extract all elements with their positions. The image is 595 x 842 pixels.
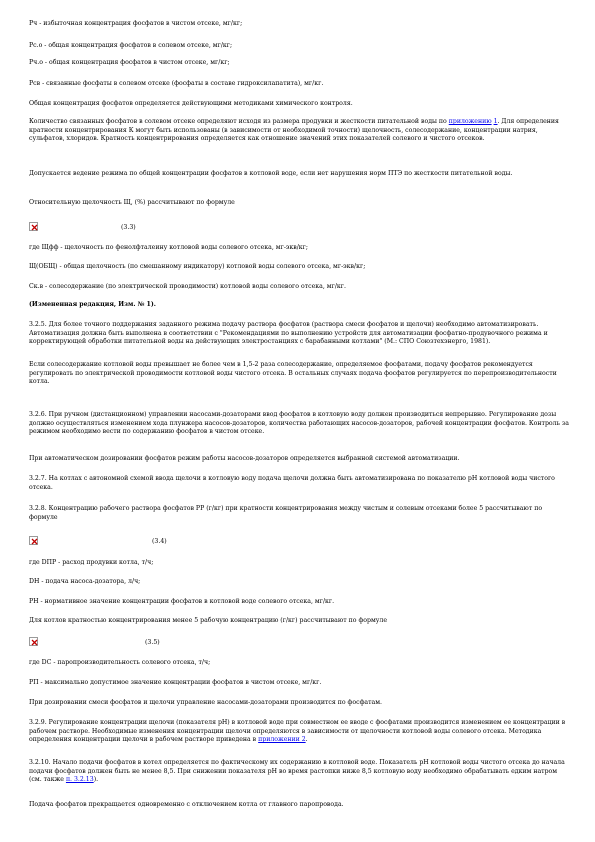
paragraph-p23: где DС - паропроизводительность солевого отсека, т/ч; (29, 659, 211, 666)
link-appendix-2[interactable]: приложении 2 (258, 736, 306, 743)
p27-text-a: 3.2.10. Начало подачи фосфатов в котел определяется по фактическому их содержанию в котловой воде. Показатель рН котловой воды чистого отсека до начала подачи фосфатов должен быть не менее 8,5. При снижении показателя рН во время растопки ниже 8,5 котловую воду необходимо обрабатывать едким натром (см. также (29, 759, 565, 783)
paragraph-p15: 3.2.6. При ручном (дистанционном) управлении насосами-дозаторами ввод фосфатов в котловую воду должен производиться непрерывно. Регулирование дозы должно осуществляться изменением хода плунжера насосов-дозаторов, количества работающих насосов-дозаторов, рабочей концентрации фосфатов. Контроль за режимом необходимо вести по содержанию фосфатов в чистом отсеке. (29, 411, 569, 435)
p6-text-a: Количество связанных фосфатов в солевом отсеке определяют исходя из размера продувки и жесткости питательной воды по (29, 118, 449, 125)
paragraph-p25: При дозировании смеси фосфатов и щелочи управление насосами-дозаторами производится по фосфатам. (29, 699, 383, 706)
equation-number-3-3: (3.3) (121, 224, 136, 231)
paragraph-p26 (29, 719, 569, 745)
link-appendix-1-word[interactable]: приложению (448, 118, 492, 125)
paragraph-p11: Ск.в - солесодержание (по электрической проводимости) котловой воды солевого отсека, мг/кг. (29, 283, 346, 290)
paragraph-p9: где Щфф - щелочность по фенолфталеину котловой воды солевого отсека, мг-экв/кг; (29, 244, 308, 251)
equation-number-3-5: (3.5) (145, 639, 160, 646)
paragraph-p22: Для котлов кратностью концентрирования менее 5 рабочую концентрацию (г/кг) рассчитывают по формуле (29, 617, 388, 624)
paragraph-p10: Щ(ОБЩ) - общая щелочность (по смешанному индикатору) котловой воды солевого отсека, мг-экв/кг; (29, 263, 366, 270)
broken-image-icon (29, 637, 38, 646)
paragraph-p21: РН - нормативное значение концентрации фосфатов в котловой воде солевого отсека, мг/кг. (29, 598, 335, 605)
paragraph-p6 (29, 118, 569, 144)
paragraph-p27 (29, 759, 569, 785)
paragraph-p12-amendment: (Измененная редакция, Изм. № 1). (29, 301, 156, 308)
broken-image-icon (29, 222, 38, 231)
p6-text-b: . Для определения кратности концентрирования К могут быть использованы (в зависимости от необходимой точности) щелочность, солесодержание, концентрации натрия, сульфатов, хлоридов. Кратность концентрирования определяется как отношение значений этих показателей солевого и чистого отсеков. (29, 118, 559, 142)
equation-number-3-4: (3.4) (152, 538, 167, 545)
formula-3-3 (29, 222, 159, 234)
formula-3-4 (29, 536, 199, 548)
paragraph-p4: Рсв - связанные фосфаты в солевом отсеке (фосфаты в составе гидроксилапатита), мг/кг. (29, 80, 324, 87)
link-clause-3-2-13[interactable]: п. 3.2.13 (65, 776, 94, 783)
broken-image-icon (29, 536, 38, 545)
paragraph-p28: Подача фосфатов прекращается одновременно с отключением котла от главного паропровода. (29, 801, 344, 808)
paragraph-p20: DН - подача насоса-дозатора, л/ч; (29, 578, 141, 585)
paragraph-p2: Рс.о - общая концентрация фосфатов в солевом отсеке, мг/кг; (29, 42, 233, 49)
paragraph-p8: Относительную щелочность Щ, (%) рассчитывают по формуле (29, 199, 235, 206)
paragraph-p13: 3.2.5. Для более точного поддержания заданного режима подачу раствора фосфатов (раствора смеси фосфатов и щелочи) необходимо автоматизировать. Автоматизация должна быть выполнена в соответствии с "Рекомендациями по выполнению устройств для автоматизации фосфатно-продувочного режима и корректирующей обработки питательной воды на действующих электростанциях с барабанными котлами" (М.: СПО Союзтехэнерго, 1981). (29, 321, 548, 345)
paragraph-p14: Если солесодержание котловой воды превышает не более чем в 1,5-2 раза солесодержание, определяемое фосфатами, подачу фосфатов рекомендуется регулировать по электрической проводимости котловой воды чистого отсека. В остальных случаях подача фосфатов регулируется по перепроизводительности котла. (29, 361, 557, 385)
paragraph-p1: Рч - избыточная концентрация фосфатов в чистом отсеке, мг/кг; (29, 20, 243, 27)
p26-text-b: . (305, 736, 308, 743)
link-appendix-1-number[interactable]: 1 (493, 118, 498, 125)
paragraph-p18: 3.2.8. Концентрацию рабочего раствора фосфатов РР (г/кг) при кратности концентрирования между чистым и солевым отсеками более 5 рассчитывают по формуле (29, 505, 543, 521)
paragraph-p24: РП - максимально допустимое значение концентрации фосфатов в чистом отсеке, мг/кг. (29, 679, 322, 686)
paragraph-p17: 3.2.7. На котлах с автономной схемой ввода щелочи в котловую воду подача щелочи должна быть автоматизирована по показателю рН котловой воды чистого отсека. (29, 475, 555, 491)
paragraph-p7: Допускается ведение режима по общей концентрации фосфатов в котловой воде, если нет нарушения норм ПТЭ по жесткости питательной воды. (29, 170, 513, 177)
paragraph-p3: Рч.о - общая концентрация фосфатов в чистом отсеке, мг/кг; (29, 59, 230, 66)
p26-text-a: 3.2.9. Регулирование концентрации щелочи (показателя рН) в котловой воде при совместном ее вводе с фосфатами производится изменением ее концентрации в рабочем растворе. Необходимые изменения концентрации щелочи определяются в зависимости от щелочности котловой воды солевого отсека. Методика определения концентрации щелочи в рабочем растворе приведена в (29, 719, 566, 743)
p27-text-b: ). (93, 776, 99, 783)
paragraph-p19: где DПР - расход продувки котла, т/ч; (29, 559, 154, 566)
paragraph-p5: Общая концентрация фосфатов определяется действующими методиками химического контроля. (29, 100, 353, 107)
formula-3-5 (29, 637, 199, 649)
paragraph-p16: При автоматическом дозировании фосфатов режим работы насосов-дозаторов определяется выбранной системой автоматизации. (29, 455, 460, 462)
